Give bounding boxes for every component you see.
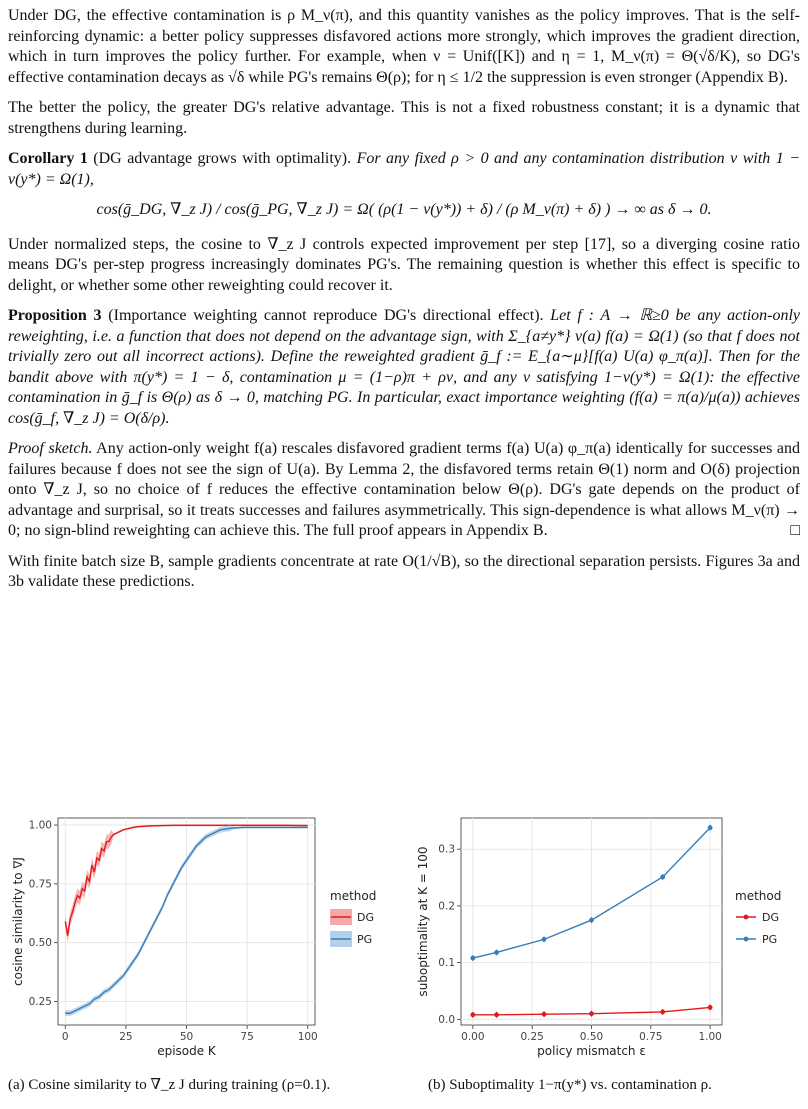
data-point-dg	[589, 1011, 594, 1016]
x-tick-label: 0.25	[520, 1031, 544, 1043]
y-axis-label: cosine similarity to ∇J	[11, 857, 25, 986]
paragraph-relative-advantage: The better the policy, the greater DG's relative advantage. This is not a fixed robustness constant; it is a dynamic that strengthens during learning.	[8, 99, 800, 137]
legend-label-dg: DG	[357, 911, 374, 924]
proof-body: Any action-only weight f(a) rescales disfavored gradient terms f(a) U(a) φ_π(a) identically for successes and failures because f does not see the sign of U(a). By Lemma 2, the disfavored terms retain Θ(1) norm and O(δ) projection onto ∇_z J, so no choice of f reduces the effective contamination below Θ(ρ). DG's gate depends on the product of advantage and surprisal, so it treats successes and failures asymmetrically. This sign-dependence is what allows M_ν(π) → 0; no sign-blind reweighting can achieve this. The full proof appears in Appendix B.	[8, 440, 801, 539]
proposition-heading: Proposition 3	[8, 307, 102, 324]
x-tick-label: 0.50	[579, 1031, 604, 1043]
x-axis-label: policy mismatch ε	[537, 1044, 646, 1058]
x-tick-label: 0	[61, 1031, 69, 1043]
y-tick-label: 0.1	[438, 957, 455, 970]
data-point-pg	[542, 937, 547, 942]
legend-label-dg: DG	[762, 911, 779, 924]
figure-3	[0, 808, 808, 1068]
proof-heading: Proof sketch.	[8, 440, 93, 457]
corollary-heading: Corollary 1	[8, 150, 88, 167]
corollary-equation: cos(ḡ_DG, ∇_z J) / cos(ḡ_PG, ∇_z J) = Ω( (ρ(1 − ν(y*)) + δ) / (ρ M_ν(π) + δ) ) → ∞ as δ → 0.	[96, 201, 712, 218]
y-tick-label: 0.2	[438, 900, 455, 913]
figure-3a-chart	[0, 808, 395, 1063]
x-tick-label: 75	[240, 1031, 254, 1043]
x-tick-label: 1.00	[698, 1031, 722, 1043]
proposition-body: Let f : A → ℝ≥0 be any action-only reweighting, i.e. a function that does not depend on the advantage sign, with Σ_{a≠y*} ν(a) f(a) = Ω(1) (so that f does not trivially zero out all incorrect actions). Define the reweighted gradient ḡ_f := E_{a∼μ}[f(a) U(a) φ_π(a)]. Then for the bandit above with π(y*) = 1 − δ, contamination μ = (1−ρ)π + ρν, and any ν satisfying 1−ν(y*) = Ω(1): the effective contamination in ḡ_f is Θ(ρ) as δ → 0, matching PG. In particular, exact importance weighting (f(a) = π(a)/μ(a)) achieves cos(ḡ_f, ∇_z J) = O(δ/ρ).	[8, 307, 801, 427]
x-tick-label: 0.00	[461, 1031, 485, 1043]
data-point-pg	[708, 825, 713, 830]
data-point-pg	[470, 956, 475, 961]
caption-figure-3b: (b) Suboptimality 1−π(y*) vs. contamination ρ.	[428, 1077, 712, 1093]
y-tick-label: 0.75	[28, 878, 52, 891]
data-point-dg	[708, 1005, 713, 1010]
data-point-pg	[589, 918, 594, 923]
figure-3b-chart	[405, 808, 805, 1063]
data-point-dg	[494, 1012, 499, 1017]
x-tick-label: 50	[179, 1031, 194, 1043]
y-tick-label: 0.25	[28, 995, 52, 1008]
legend-marker	[744, 915, 749, 920]
paragraph-batch-size: With finite batch size B, sample gradients concentrate at rate O(1/√B), so the directional separation persists. Figures 3a and 3b validate these predictions.	[8, 552, 800, 590]
data-point-dg	[542, 1012, 547, 1017]
legend-marker	[744, 937, 749, 942]
paragraph-dg-contamination: Under DG, the effective contamination is ρ M_ν(π), and this quantity vanishes as the policy improves. That is the self-reinforcing dynamic: a better policy suppresses disfavored actions more strongly, which improves the gradient direction, which in turn improves the policy further. For example, when ν = Unif([K]) and η = 1, M_ν(π) = Θ(√δ/K), so DG's effective contamination decays as √δ while PG's remains Θ(ρ); for η ≤ 1/2 the suppression is even stronger (Appendix B).	[8, 7, 800, 86]
x-tick-label: 25	[119, 1031, 133, 1043]
proposition-title: (Importance weighting cannot reproduce DG's directional effect).	[101, 307, 544, 324]
data-point-pg	[494, 950, 499, 955]
legend-label-pg: PG	[357, 933, 373, 946]
legend-title: method	[330, 889, 377, 903]
data-point-pg	[660, 875, 665, 880]
qed-symbol: □	[790, 522, 800, 539]
caption-figure-3a: (a) Cosine similarity to ∇_z J during training (ρ=0.1).	[8, 1077, 331, 1093]
proposition-3	[8, 306, 800, 429]
y-axis-label: suboptimality at K = 100	[416, 846, 430, 997]
legend-title: method	[735, 889, 782, 903]
data-point-dg	[660, 1010, 665, 1015]
x-tick-label: 100	[297, 1031, 318, 1043]
corollary-1	[8, 149, 800, 190]
y-tick-label: 0.3	[438, 843, 455, 856]
y-tick-label: 1.00	[28, 819, 52, 832]
corollary-body: For any fixed ρ > 0 and any contamination distribution ν with 1 − ν(y*) = Ω(1),	[8, 150, 800, 188]
x-axis-label: episode K	[157, 1044, 216, 1058]
y-tick-label: 0.50	[28, 937, 52, 950]
y-tick-label: 0.0	[438, 1013, 455, 1026]
data-point-dg	[470, 1012, 475, 1017]
legend-label-pg: PG	[762, 933, 778, 946]
x-tick-label: 0.75	[639, 1031, 663, 1043]
paragraph-cosine-ratio: Under normalized steps, the cosine to ∇_z J controls expected improvement per step [17], so a diverging cosine ratio means DG's per-step progress increasingly dominates PG's. The remaining question is whether this effect is specific to delight, or whether some other reweighting could recover it.	[8, 235, 800, 294]
corollary-title: (DG advantage grows with optimality).	[87, 150, 352, 167]
proof-sketch	[8, 439, 800, 542]
